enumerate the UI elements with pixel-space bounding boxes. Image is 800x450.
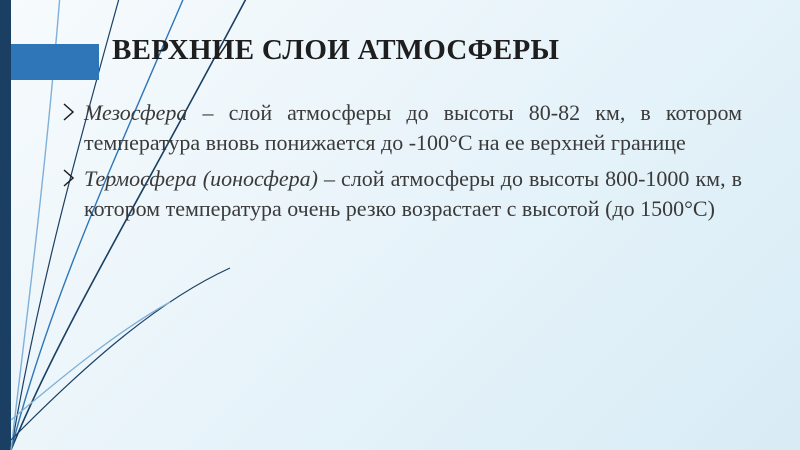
bullet-mesosphere (62, 98, 742, 158)
bullet-text: – слой атмосферы до высоты 80‐82 км, в котором температура вновь понижается до ‐100°С на ее верхней границе (84, 100, 742, 155)
bullet-text: – слой атмосферы до высоты 800‐1000 км, в котором температура очень резко возрастает с высотой (до 1500°С) (84, 166, 743, 221)
bullet-thermosphere (62, 164, 742, 224)
bullet-list (62, 98, 742, 230)
title-accent-block (11, 44, 99, 80)
chevron-right-icon (62, 102, 76, 122)
term-label: Термосфера (ионосфера) (84, 166, 318, 191)
slide-title: ВЕРХНИЕ СЛОИ АТМОСФЕРЫ (112, 34, 560, 66)
chevron-right-icon (62, 168, 76, 188)
term-label: Мезосфера (84, 100, 188, 125)
